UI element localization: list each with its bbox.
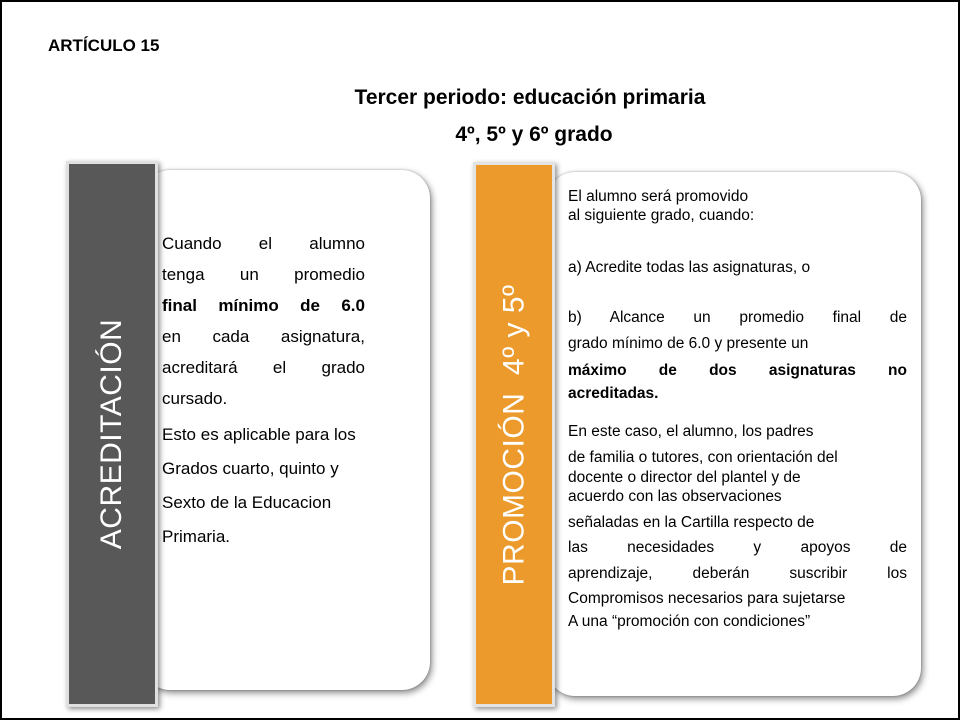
promocion-option-b-line: acreditadas. [568,385,659,402]
promocion-case-line: docente o director del plantel y de [568,469,801,486]
acreditacion-line-text: tenga un promedio [162,265,365,284]
acreditacion-note-line: Primaria. [162,527,231,546]
acreditacion-label-bar [66,161,158,707]
acreditacion-line: cursado. [162,389,228,408]
page-subtitle: 4º, 5º y 6º grado [455,123,613,146]
promocion-option-b-line: máximo de dos asignaturas no [568,362,907,379]
promocion-case-line: En este caso, el alumno, los padres [568,423,814,440]
promocion-option-b-line: grado mínimo de 6.0 y presente un [568,335,809,352]
promocion-case-line: Compromisos necesarios para sujetarse [568,590,846,607]
promocion-intro: al siguiente grado, cuando: [568,207,755,224]
acreditacion-line: acreditará el grado [162,358,365,377]
promocion-case-line: las necesidades y apoyos de [568,539,907,556]
page-title: Tercer periodo: educación primaria [354,86,706,109]
acreditacion-note-line: Grados cuarto, quinto y [162,459,339,478]
acreditacion-label: ACREDITACIÓN [95,318,128,550]
promocion-case-line: acuerdo con las observaciones [568,488,782,505]
acreditacion-line: en cada asignatura, [162,327,365,346]
promocion-option-b-line: b) Alcance un promedio final de [568,309,907,326]
acreditacion-note-line: Esto es aplicable para los [162,425,356,444]
promocion-label-bar [473,162,555,707]
acreditacion-note [162,418,365,554]
acreditacion-text [162,228,365,554]
acreditacion-line: Cuando el alumno [162,234,365,253]
acreditacion-line [162,259,365,290]
promocion-case-line: señaladas en la Cartilla respecto de [568,514,815,531]
acreditacion-line: final mínimo de 6.0 [162,296,365,315]
promocion-option-a: a) Acredite todas las asignaturas, o [568,259,811,276]
promocion-label: PROMOCIÓN 4º y 5º [497,284,530,585]
promocion-case-line: aprendizaje, deberán suscribir los [568,565,907,582]
promocion-case-line: A una “promoción con condiciones” [568,613,811,630]
promocion-intro: El alumno será promovido [568,188,749,205]
promocion-case-line: de familia o tutores, con orientación del [568,449,838,466]
acreditacion-note-line: Sexto de la Educacion [162,493,332,512]
article-heading: ARTÍCULO 15 [48,36,160,55]
